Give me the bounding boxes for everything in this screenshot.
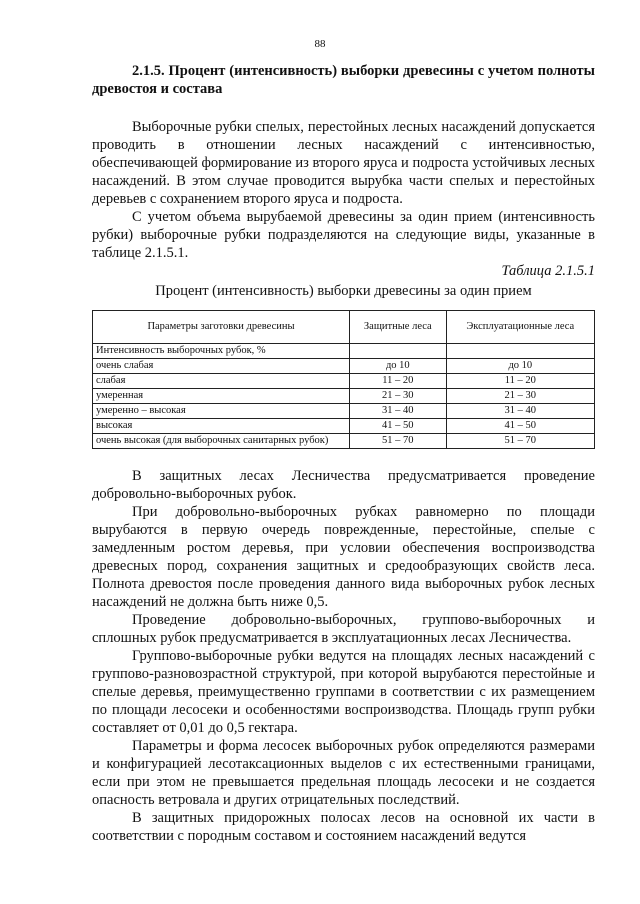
table-header-row [93,311,595,344]
table-row [93,374,595,389]
table-title: Процент (интенсивность) выборки древесины за один прием [155,283,532,299]
document-body [92,62,595,845]
table-row [93,434,595,449]
table-cell: 31 – 40 [446,404,594,419]
intensity-table [92,310,595,449]
paragraph: С учетом объема вырубаемой древесины за один прием (интенсивность рубки) выборочные рубки подразделяются на следующие виды, указанные в таблице 2.1.5.1. [92,209,595,261]
paragraph: В защитных придорожных полосах лесов на основной их части в соответствии с породным составом и состоянием насаждений ведутся [92,810,595,844]
table-number: Таблица 2.1.5.1 [501,263,595,279]
table-cell: 41 – 50 [350,419,447,434]
table-cell: 11 – 20 [350,374,447,389]
table-cell: слабая [93,374,350,389]
section-heading: 2.1.5. Процент (интенсивность) выборки древесины с учетом полноты древостоя и состава [92,63,595,97]
table-cell: очень высокая (для выборочных санитарных рубок) [93,434,350,449]
table-cell: до 10 [350,359,447,374]
table-cell: 21 – 30 [446,389,594,404]
paragraph: Проведение добровольно-выборочных, группово-выборочных и сплошных рубок предусматривается в эксплуатационных лесах Лесничества. [92,612,595,646]
table-cell: 31 – 40 [350,404,447,419]
table-cell: Интенсивность выборочных рубок, % [93,344,350,359]
page-number: 88 [314,38,326,50]
table-row [93,389,595,404]
table-cell: 51 – 70 [446,434,594,449]
table-header-cell: Защитные леса [350,311,447,344]
table-cell: умеренно – высокая [93,404,350,419]
table-cell: 51 – 70 [350,434,447,449]
table-cell: умеренная [93,389,350,404]
paragraph: Параметры и форма лесосек выборочных рубок определяются размерами и конфигурацией лесотаксационных выделов с их естественными границами, если при этом не превышается предельная площадь лесосеки и не создается опасность ветровала и других отрицательных последствий. [92,738,595,808]
table-row [93,404,595,419]
table-row [93,419,595,434]
paragraph: В защитных лесах Лесничества предусматривается проведение добровольно-выборочных рубок. [92,468,595,502]
table-cell: очень слабая [93,359,350,374]
table-section-row [93,344,595,359]
table-cell [446,344,594,359]
paragraph: Группово-выборочные рубки ведутся на площадях лесных насаждений с группово-разновозрастной структурой, при которой вырубаются перестойные и спелые деревья, преимущественно группами в соответствии с их размещением по площади лесосеки и особенностями воспроизводства. Площадь групп рубки составляет от 0,01 до 0,5 гектара. [92,648,595,736]
table-cell: 11 – 20 [446,374,594,389]
table-row [93,359,595,374]
paragraph: Выборочные рубки спелых, перестойных лесных насаждений допускается проводить в отношении лесных насаждений с интенсивностью, обеспечивающей формирование из второго яруса и подроста устойчивых лесных насаждений. В этом случае проводится вырубка части спелых и перестойных деревьев с сохранением второго яруса и подроста. [92,119,595,207]
table-cell: до 10 [446,359,594,374]
table-header-cell: Параметры заготовки древесины [93,311,350,344]
paragraph: При добровольно-выборочных рубках равномерно по площади вырубаются в первую очередь поврежденные, перестойные, спелые с замедленным ростом деревья, при условии обеспечения воспроизводства древесных пород, сохранения защитных и средообразующих свойств леса. Полнота древостоя после проведения данного вида выборочных рубок лесных насаждений не должна быть ниже 0,5. [92,504,595,610]
table-cell: 21 – 30 [350,389,447,404]
table-cell: высокая [93,419,350,434]
table-cell [350,344,447,359]
table-cell: 41 – 50 [446,419,594,434]
table-header-cell: Эксплуатационные леса [446,311,594,344]
